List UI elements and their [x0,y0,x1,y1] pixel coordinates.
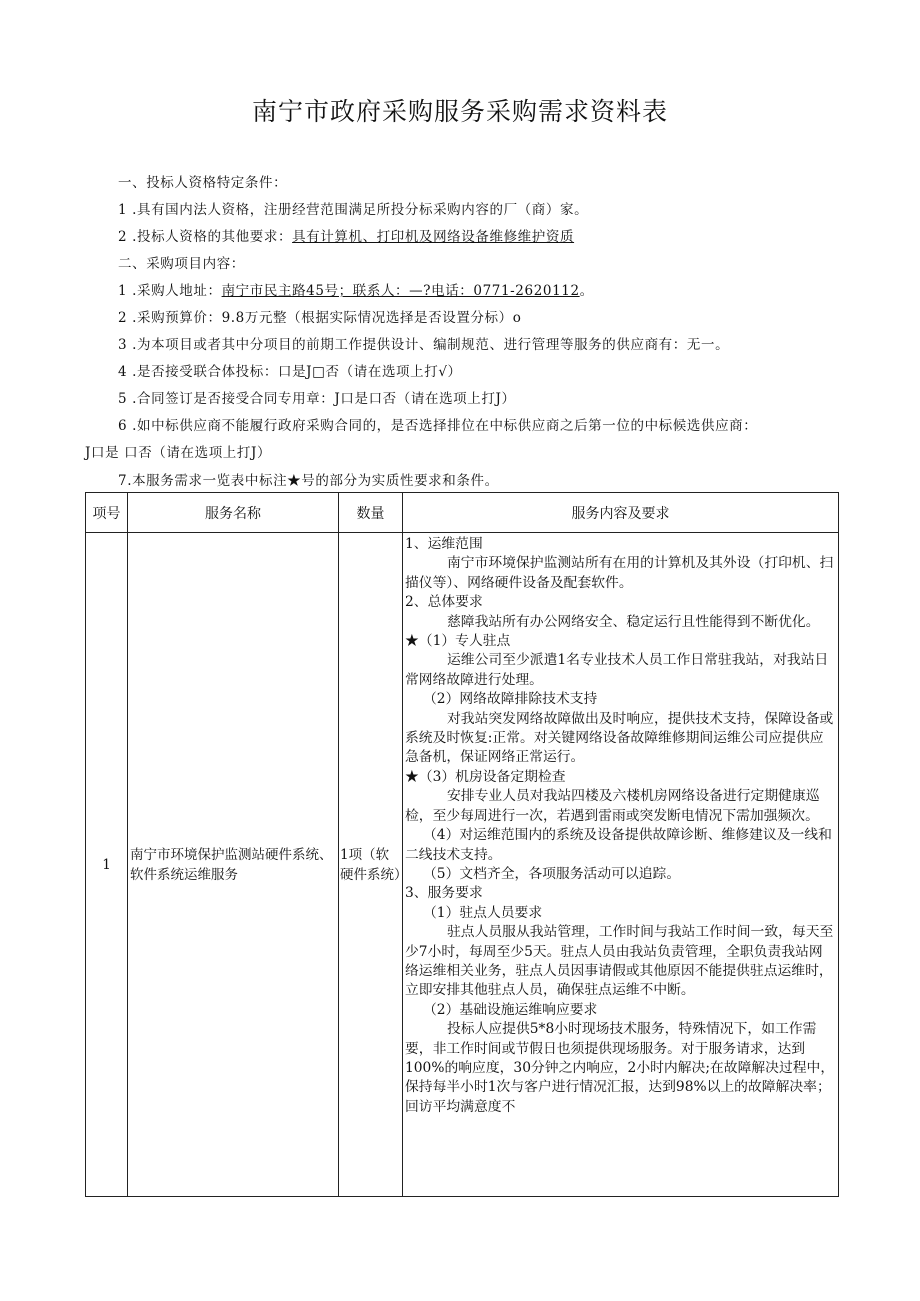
section-1-heading: 一、投标人资格特定条件： [118,175,288,191]
req-line: 南宁市环境保护监测站所有在用的计算机及其外设（打印机、扫描仪等）、网络硬件设备及配套软件。 [405,555,834,591]
req-line: （1）驻点人员要求 [423,904,543,921]
req-line: 3、服务要求 [405,885,483,902]
qualification-item-1: 1 .具有国内法人资格，注册经营范围满足所投分标采购内容的厂（商）家。 [118,202,589,218]
project-item-1 [118,279,594,299]
req-line: 对我站突发网络故障做出及时响应，提供技术支持，保障设备或系统及时恢复:正常。对关键网络设备故障维修期间运维公司应提供应急备机，保证网络正常运行。 [405,710,834,766]
qualification-item-2 [118,225,574,245]
req-line: （2）基础设施运维响应要求 [423,1001,598,1018]
project-item-4: 4 .是否接受联合体投标：口是J□否（请在选项上打√） [118,364,462,380]
header-service-name: 服务名称 [128,493,339,533]
req-line: 驻点人员服从我站管理，工作时间与我站工作时间一致，每天至少7小时，每周至少5天。驻点人员由我站负责管理，全职负责我站网络运维相关业务，驻点人员因事请假或其他原因不能提供驻点运维时，立即安排其他驻点人员，确保驻点运维不中断。 [405,924,834,999]
req-line: 投标人应提供5*8小时现场技术服务，特殊情况下，如工作需要，非工作时间或节假日也须提供现场服务。对于服务请求，达到100%的响应度，30分钟之内响应，2小时内解决;在故障解决过程中，保持每半小时1次与客户进行情况汇报，达到98%以上的故障解决率；回访平均满意度不 [405,1021,835,1115]
qualification-item-2-value: 具有计算机、打印机及网络设备维修维护资质 [292,229,575,245]
header-service-requirements: 服务内容及要求 [403,493,839,533]
req-line: 慈障我站所有办公网络安全、稳定运行且性能得到不断优化。 [447,613,820,630]
qualification-item-2-label: 2 .投标人资格的其他要求： [118,229,293,245]
req-line: （5）文档齐全，各项服务活动可以追踪。 [423,865,681,882]
row-item-number: 1 [86,533,128,1197]
project-item-5: 5 .合同签订是否接受合同专用章：J口是口否（请在选项上打J） [118,391,516,407]
project-item-1-value: 南宁市民主路45号；联系人：—?电话：0771-2620112 [221,283,580,299]
req-line-starred: ★（3）机房设备定期检查 [405,768,566,785]
table-row [86,533,839,1197]
row-quantity: 1项（软硬件系统） [339,533,403,1197]
project-item-1-suffix: 。 [579,283,594,299]
header-item-number: 项号 [86,493,128,533]
req-line-starred: ★（1）专人驻点 [405,633,511,650]
header-quantity: 数量 [339,493,403,533]
requirements-table [85,492,839,1197]
req-line: （2）网络故障排除技术支持 [423,691,598,708]
project-item-2: 2 .采购预算价：9.8万元整（根据实际情况选择是否设置分标）o [118,310,522,326]
project-item-7: 7.本服务需求一览表中标注★号的部分为实质性要求和条件。 [118,473,499,489]
req-line: 安排专业人员对我站四楼及六楼机房网络设备进行定期健康巡检，至少每周进行一次，若遇到雷雨或突发断电情况下需加强频次。 [405,788,820,824]
section-2-heading: 二、采购项目内容： [118,256,245,272]
project-item-6-line-1: 6 .如中标供应商不能履行政府采购合同的，是否选择排位在中标供应商之后第一位的中标候选供应商： [118,418,758,434]
req-line: （4）对运维范围内的系统及设备提供故障诊断、维修建议及一线和二线技术支持。 [405,827,832,863]
row-service-name: 南宁市环境保护监测站硬件系统、软件系统运维服务 [128,533,339,1197]
row-service-requirements [403,533,839,1197]
project-item-1-label: 1 .采购人地址： [118,283,222,299]
req-line: 1、运维范围 [405,536,483,552]
req-line: 2、总体要求 [405,594,483,611]
table-header-row [86,493,839,533]
project-item-6-line-2: J口是 口否（请在选项上打J） [85,445,272,461]
req-line: 运维公司至少派遣1名专业技术人员工作日常驻我站，对我站日常网络故障进行处理。 [405,652,829,688]
project-item-3: 3 .为本项目或者其中分项目的前期工作提供设计、编制规范、进行管理等服务的供应商有：无一。 [118,337,730,353]
page-title: 南宁市政府采购服务采购需求资料表 [251,97,668,126]
